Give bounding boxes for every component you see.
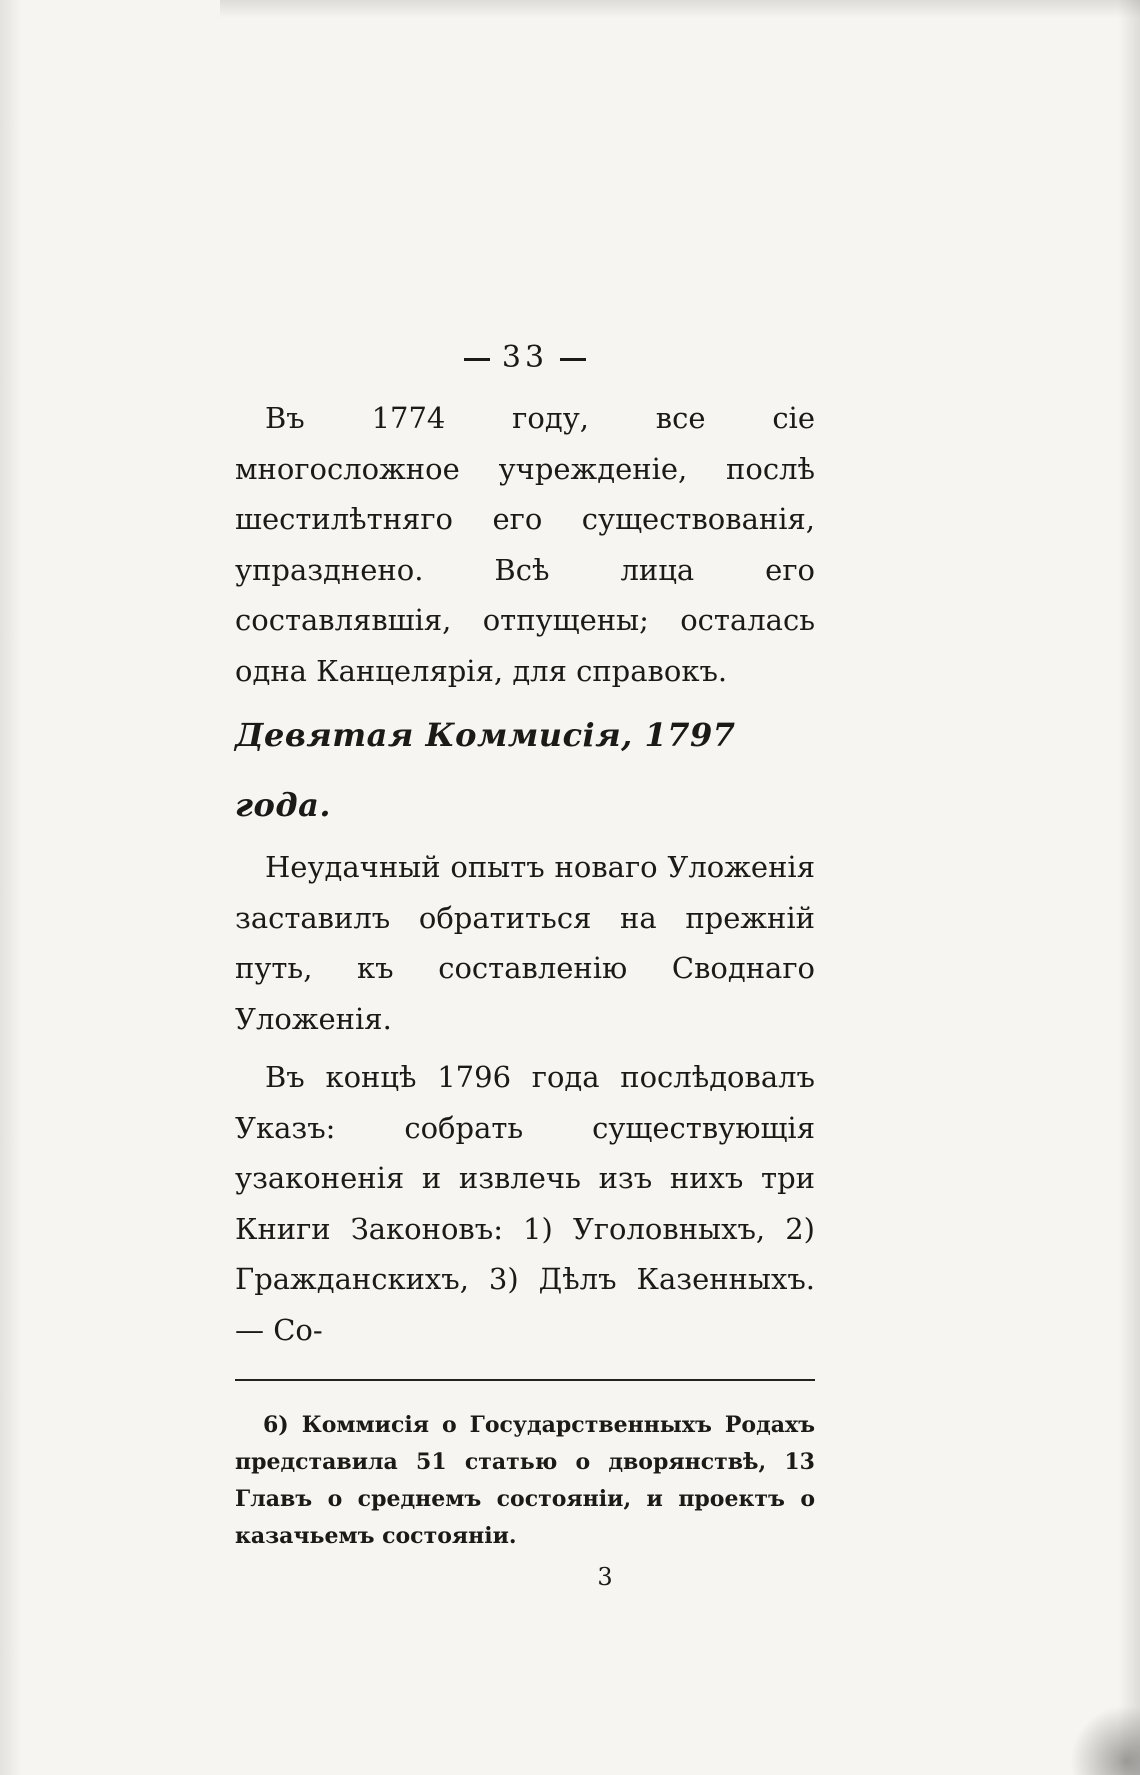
signature-mark: 3 xyxy=(597,1563,613,1591)
paragraph-2: Неудачный опытъ новаго Уложенiя заставилъ обратиться на прежнiй путь, къ составленiю Своднаго Уложенiя. xyxy=(235,850,815,1036)
dash-right xyxy=(560,358,586,361)
scan-shadow xyxy=(220,0,1140,18)
paragraph-3: Въ концѣ 1796 года послѣдовалъ Указъ: собрать существующiя узаконенiя и извлечь изъ нихъ три Книги Законовъ: 1) Уголовныхъ, 2) Гражданскихъ, 3) Дѣлъ Казенныхъ. — Со- xyxy=(235,1060,815,1347)
paragraph-1: Въ 1774 году, все сiе многосложное учрежденiе, послѣ шестилѣтняго его существованiя, упразднено. Всѣ лица его составлявшiя, отпущены; осталась одна Канцелярiя, для справокъ. xyxy=(235,401,815,688)
paragraph-gap xyxy=(235,1044,815,1052)
scan-stain xyxy=(1070,1705,1140,1775)
page-number-value: 33 xyxy=(501,340,549,375)
page-edge-left xyxy=(0,0,22,1775)
footnote-rule xyxy=(235,1379,815,1381)
page-text-block xyxy=(235,340,815,1591)
page-number xyxy=(235,340,815,375)
section-heading: Девятая Коммисiя, 1797 года. xyxy=(235,716,736,824)
page-edge-right xyxy=(1118,0,1140,1775)
dash-left xyxy=(464,358,490,361)
footnote: 6) Коммисiя о Государственныхъ Родахъ представила 51 статью о дворянствѣ, 13 Главъ о среднемъ состоянiи, и проектъ о казачьемъ состоянiи. xyxy=(235,1412,815,1549)
